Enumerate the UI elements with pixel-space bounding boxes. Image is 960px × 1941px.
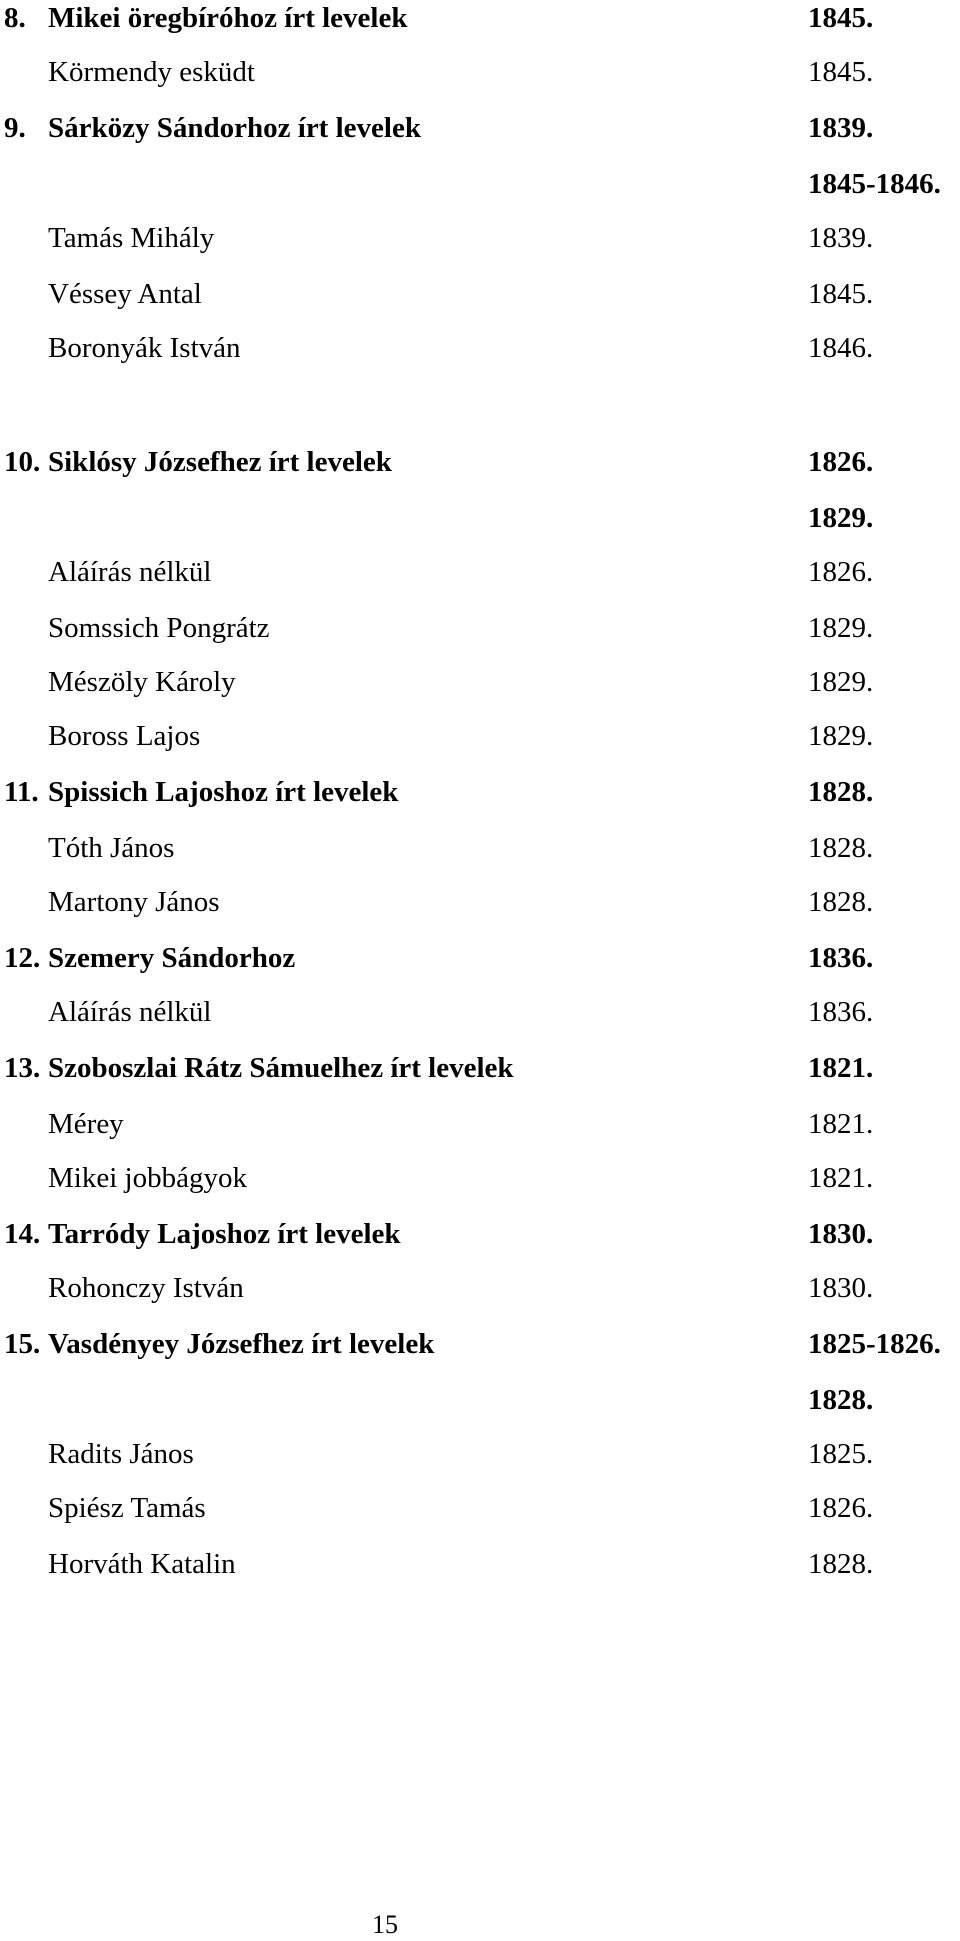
index-entry-correspondent — [0, 664, 960, 704]
entry-number: 8. — [4, 2, 26, 34]
entry-date: 1836. — [808, 996, 874, 1028]
index-entry-correspondent — [0, 1546, 960, 1586]
entry-label: Radits János — [48, 1438, 194, 1470]
entry-date: 1839. — [808, 222, 874, 254]
index-entry-heading — [0, 444, 960, 484]
index-entry-correspondent — [0, 994, 960, 1034]
entry-label: Boross Lajos — [48, 720, 201, 752]
entry-date: 1826. — [808, 446, 874, 478]
index-entry-heading — [0, 940, 960, 980]
entry-date: 1845. — [808, 278, 874, 310]
index-entry-heading — [0, 166, 960, 206]
entry-date: 1825-1826. — [808, 1328, 941, 1360]
entry-label: Mikei öregbíróhoz írt levelek — [48, 2, 408, 34]
entry-date: 1821. — [808, 1162, 874, 1194]
entry-label: Horváth Katalin — [48, 1548, 236, 1580]
index-entry-correspondent — [0, 54, 960, 94]
entry-date: 1829. — [808, 612, 874, 644]
entry-date: 1845. — [808, 2, 874, 34]
entry-date: 1828. — [808, 1384, 874, 1416]
index-entry-heading — [0, 110, 960, 150]
index-entry-correspondent — [0, 276, 960, 316]
index-entry-heading — [0, 1382, 960, 1422]
index-entry-correspondent — [0, 1270, 960, 1310]
entry-label: Boronyák István — [48, 332, 241, 364]
entry-date: 1829. — [808, 666, 874, 698]
index-entry-correspondent — [0, 1490, 960, 1530]
entry-date: 1846. — [808, 332, 874, 364]
entry-number: 13. — [4, 1052, 41, 1084]
entry-label: Tamás Mihály — [48, 222, 215, 254]
entry-label: Vasdényey Józsefhez írt levelek — [48, 1328, 435, 1360]
entry-date: 1826. — [808, 556, 874, 588]
entry-label: Mikei jobbágyok — [48, 1162, 247, 1194]
entry-label: Tóth János — [48, 832, 175, 864]
entry-date: 1845. — [808, 56, 874, 88]
entry-date: 1828. — [808, 776, 874, 808]
index-entry-heading — [0, 500, 960, 540]
index-entry-correspondent — [0, 554, 960, 594]
entry-label: Szoboszlai Rátz Sámuelhez írt levelek — [48, 1052, 514, 1084]
index-entry-heading — [0, 774, 960, 814]
index-entry-correspondent — [0, 1160, 960, 1200]
index-entry-correspondent — [0, 884, 960, 924]
entry-number: 10. — [4, 446, 41, 478]
entry-date: 1836. — [808, 942, 874, 974]
entry-label: Szemery Sándorhoz — [48, 942, 296, 974]
index-entry-correspondent — [0, 718, 960, 758]
index-entry-correspondent — [0, 830, 960, 870]
entry-date: 1828. — [808, 832, 874, 864]
index-entry-heading — [0, 1050, 960, 1090]
entry-label: Körmendy esküdt — [48, 56, 255, 88]
entry-date: 1828. — [808, 886, 874, 918]
entry-date: 1829. — [808, 502, 874, 534]
entry-number: 15. — [4, 1328, 41, 1360]
index-entry-correspondent — [0, 610, 960, 650]
entry-label: Mészöly Károly — [48, 666, 236, 698]
entry-date: 1829. — [808, 720, 874, 752]
entry-label: Spissich Lajoshoz írt levelek — [48, 776, 399, 808]
entry-label: Sárközy Sándorhoz írt levelek — [48, 112, 421, 144]
entry-date: 1830. — [808, 1218, 874, 1250]
entry-label: Rohonczy István — [48, 1272, 244, 1304]
entry-date: 1839. — [808, 112, 874, 144]
entry-label: Spiész Tamás — [48, 1492, 206, 1524]
entry-label: Mérey — [48, 1108, 124, 1140]
entry-date: 1845-1846. — [808, 168, 941, 200]
index-entry-heading — [0, 1326, 960, 1366]
index-entry-heading — [0, 1216, 960, 1256]
index-entry-heading — [0, 0, 960, 40]
index-entry-correspondent — [0, 220, 960, 260]
entry-number: 14. — [4, 1218, 41, 1250]
page-number: 15 — [372, 1910, 398, 1939]
entry-date: 1826. — [808, 1492, 874, 1524]
entry-date: 1828. — [808, 1548, 874, 1580]
entry-number: 12. — [4, 942, 41, 974]
entry-label: Véssey Antal — [48, 278, 202, 310]
entry-label: Somssich Pongrátz — [48, 612, 270, 644]
entry-label: Siklósy Józsefhez írt levelek — [48, 446, 392, 478]
entry-label: Martony János — [48, 886, 220, 918]
entry-date: 1821. — [808, 1052, 874, 1084]
entry-label: Aláírás nélkül — [48, 996, 212, 1028]
entry-number: 11. — [4, 776, 39, 808]
entry-date: 1830. — [808, 1272, 874, 1304]
index-entry-correspondent — [0, 330, 960, 370]
entry-number: 9. — [4, 112, 26, 144]
index-entry-correspondent — [0, 1436, 960, 1476]
entry-label: Tarródy Lajoshoz írt levelek — [48, 1218, 401, 1250]
entry-date: 1821. — [808, 1108, 874, 1140]
entry-label: Aláírás nélkül — [48, 556, 212, 588]
entry-date: 1825. — [808, 1438, 874, 1470]
index-entry-correspondent — [0, 1106, 960, 1146]
